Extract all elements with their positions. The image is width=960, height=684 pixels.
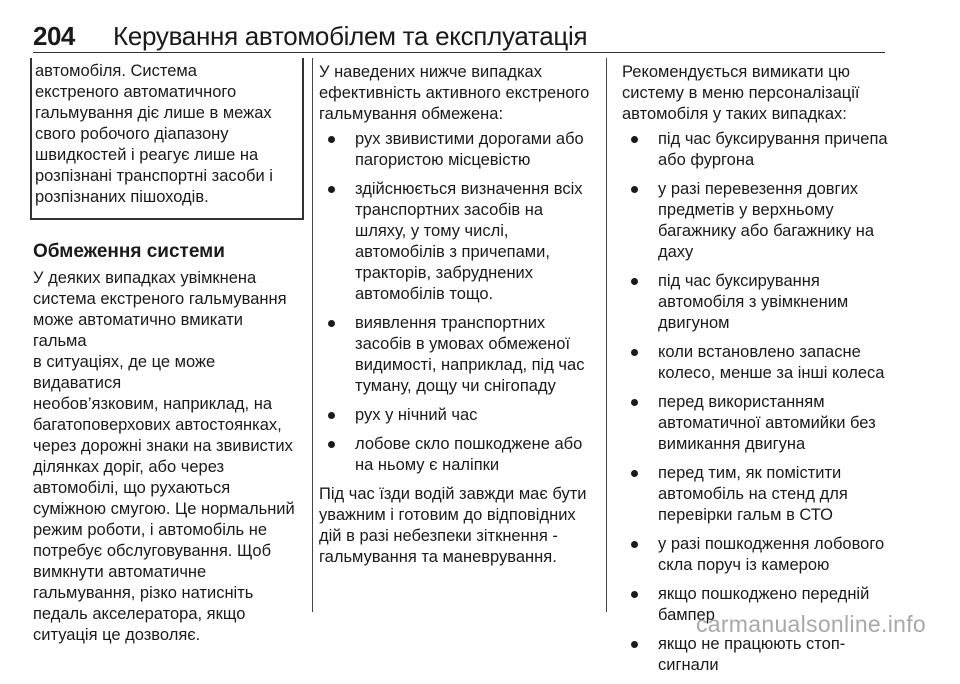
text-line: у разі перевезення довгих <box>658 180 859 198</box>
bullet-icon <box>631 641 638 648</box>
text-line: гальмування, різко натисніть <box>33 584 254 602</box>
text-line: потребує обслуговування. Щоб <box>33 542 272 560</box>
section-heading: Обмеження системи <box>33 241 225 262</box>
page-number: 204 <box>33 21 75 51</box>
text-line: педаль акселератора, якщо <box>33 605 246 623</box>
bullet-icon <box>328 412 335 419</box>
text-line: туману, дощу чи снігопаду <box>355 377 556 395</box>
text-line: предметів у верхньому <box>658 201 834 219</box>
bullet-icon <box>631 541 638 548</box>
text-line: двигуном <box>658 314 730 332</box>
text-line: автомобіля у таких випадках: <box>622 105 847 123</box>
text-line: гальмування діє лише в межах <box>35 104 272 122</box>
text-line: перевірки гальм в СТО <box>658 506 833 524</box>
text-line: У наведених нижче випадках <box>319 63 542 81</box>
text-line: видимості, наприклад, під час <box>355 356 585 374</box>
text-line: Рекомендується вимикати цю <box>622 63 851 81</box>
list-item <box>319 129 597 171</box>
bullet-icon <box>631 349 638 356</box>
text-line: якщо не працюють стоп- <box>658 635 846 653</box>
text-line: бампер <box>658 606 715 624</box>
chapter-title: Керування автомобілем та експлуатація <box>113 21 588 51</box>
text-line: автомобілів з причепами, <box>355 243 550 261</box>
bullet-list <box>319 129 597 476</box>
text-line: Під час їзди водій завжди має бути <box>319 485 587 503</box>
text-line: гальмування обмежена: <box>319 105 504 123</box>
list-item <box>319 405 597 426</box>
bullet-icon <box>631 136 638 143</box>
list-item <box>319 434 597 476</box>
bullet-icon <box>328 441 335 448</box>
text-line: швидкостей і реагує лише на <box>35 146 259 164</box>
text-line: здійснюється визначення всіх <box>355 180 583 198</box>
body-paragraph <box>33 268 301 646</box>
list-item <box>622 179 892 263</box>
bullet-icon <box>631 591 638 598</box>
text-line: уважним і готовим до відповідних <box>319 506 576 524</box>
text-line: скла поруч із камерою <box>658 556 830 574</box>
intro-paragraph <box>319 62 597 125</box>
text-line: колесо, менше за інші колеса <box>658 364 885 382</box>
list-item <box>622 271 892 334</box>
column-right <box>622 62 892 684</box>
text-line: перед використанням <box>658 393 825 411</box>
text-line: якщо пошкоджено передній <box>658 585 870 603</box>
text-line: систему в меню персоналізації <box>622 84 860 102</box>
text-line: автомобіля з увімкненим <box>658 293 849 311</box>
text-line: або фургона <box>658 151 755 169</box>
text-line: дій в разі небезпеки зіткнення - <box>319 527 558 545</box>
text-line: автомобіля. Система <box>35 62 197 80</box>
column-divider <box>606 58 607 612</box>
text-line: автомобілів тощо. <box>355 285 494 303</box>
text-line: транспортних засобів на <box>355 201 544 219</box>
text-line: гальмування та маневрування. <box>319 548 557 566</box>
text-line: тракторів, забруднених <box>355 264 534 282</box>
list-item <box>622 534 892 576</box>
boxed-text <box>35 61 294 208</box>
list-item <box>622 129 892 171</box>
text-line: коли встановлено запасне <box>658 343 861 361</box>
text-line: екстреного автоматичного <box>35 83 237 101</box>
text-line: пагористою місцевістю <box>355 151 531 169</box>
text-line: вимкнути автоматичне <box>33 563 207 581</box>
text-line: рух у нічний час <box>355 406 478 424</box>
text-line: автомобілі, що рухаються <box>33 479 231 497</box>
text-line: система екстреного гальмування <box>33 290 287 308</box>
text-line: суміжною смугою. Це нормальний <box>33 500 295 518</box>
text-line: лобове скло пошкоджене або <box>355 435 583 453</box>
bullet-icon <box>328 186 335 193</box>
list-item <box>319 179 597 305</box>
watermark: carmanualsonline.info <box>695 611 926 637</box>
text-line: свого робочого діапазону <box>35 125 229 143</box>
text-line: автоматичної автомийки без <box>658 414 876 432</box>
text-line: розпізнаних пішоходів. <box>35 188 209 206</box>
text-line: рух звивистими дорогами або <box>355 130 584 148</box>
text-line: на ньому є наліпки <box>355 456 500 474</box>
intro-paragraph <box>622 62 892 125</box>
text-line: багатоповерхових автостоянках, <box>33 416 282 434</box>
text-line: багажнику або багажнику на <box>658 222 875 240</box>
text-line: під час буксирування <box>658 272 820 290</box>
boxed-continuation <box>30 58 304 220</box>
text-line: розпізнані транспортні засоби і <box>35 167 273 185</box>
text-line: ефективність активного екстреного <box>319 84 590 102</box>
list-item <box>622 463 892 526</box>
bullet-icon <box>328 320 335 327</box>
bullet-icon <box>631 278 638 285</box>
column-middle <box>319 62 597 568</box>
page-header <box>33 22 885 53</box>
text-line: в ситуаціях, де це може видаватися <box>33 353 216 392</box>
bullet-icon <box>631 186 638 193</box>
text-line: даху <box>658 243 694 261</box>
column-left <box>33 62 301 646</box>
text-line: у разі пошкодження лобового <box>658 535 885 553</box>
list-item <box>622 342 892 384</box>
outro-paragraph <box>319 484 597 568</box>
text-line: шляху, у тому числі, <box>355 222 509 240</box>
text-line: виявлення транспортних <box>355 314 546 332</box>
text-line: автомобіль на стенд для <box>658 485 848 503</box>
text-line: під час буксирування причепа <box>658 130 888 148</box>
text-line: ділянках доріг, або через <box>33 458 225 476</box>
bullet-icon <box>328 136 335 143</box>
text-line: ситуація це дозволяє. <box>33 626 201 644</box>
column-divider <box>312 58 313 612</box>
text-line: через дорожні знаки на звивистих <box>33 437 293 455</box>
text-line: засобів в умовах обмеженої <box>355 335 571 353</box>
bullet-icon <box>631 399 638 406</box>
text-line: може автоматично вмикати гальма <box>33 311 243 350</box>
text-line: У деяких випадках увімкнена <box>33 269 257 287</box>
list-item <box>622 634 892 676</box>
bullet-list <box>622 129 892 676</box>
text-line: сигнали <box>658 656 719 674</box>
text-line: перед тим, як помістити <box>658 464 842 482</box>
list-item <box>319 313 597 397</box>
list-item <box>622 392 892 455</box>
text-line: необов’язковим, наприклад, на <box>33 395 273 413</box>
bullet-icon <box>631 470 638 477</box>
text-line: вимикання двигуна <box>658 435 806 453</box>
text-line: режим роботи, і автомобіль не <box>33 521 268 539</box>
